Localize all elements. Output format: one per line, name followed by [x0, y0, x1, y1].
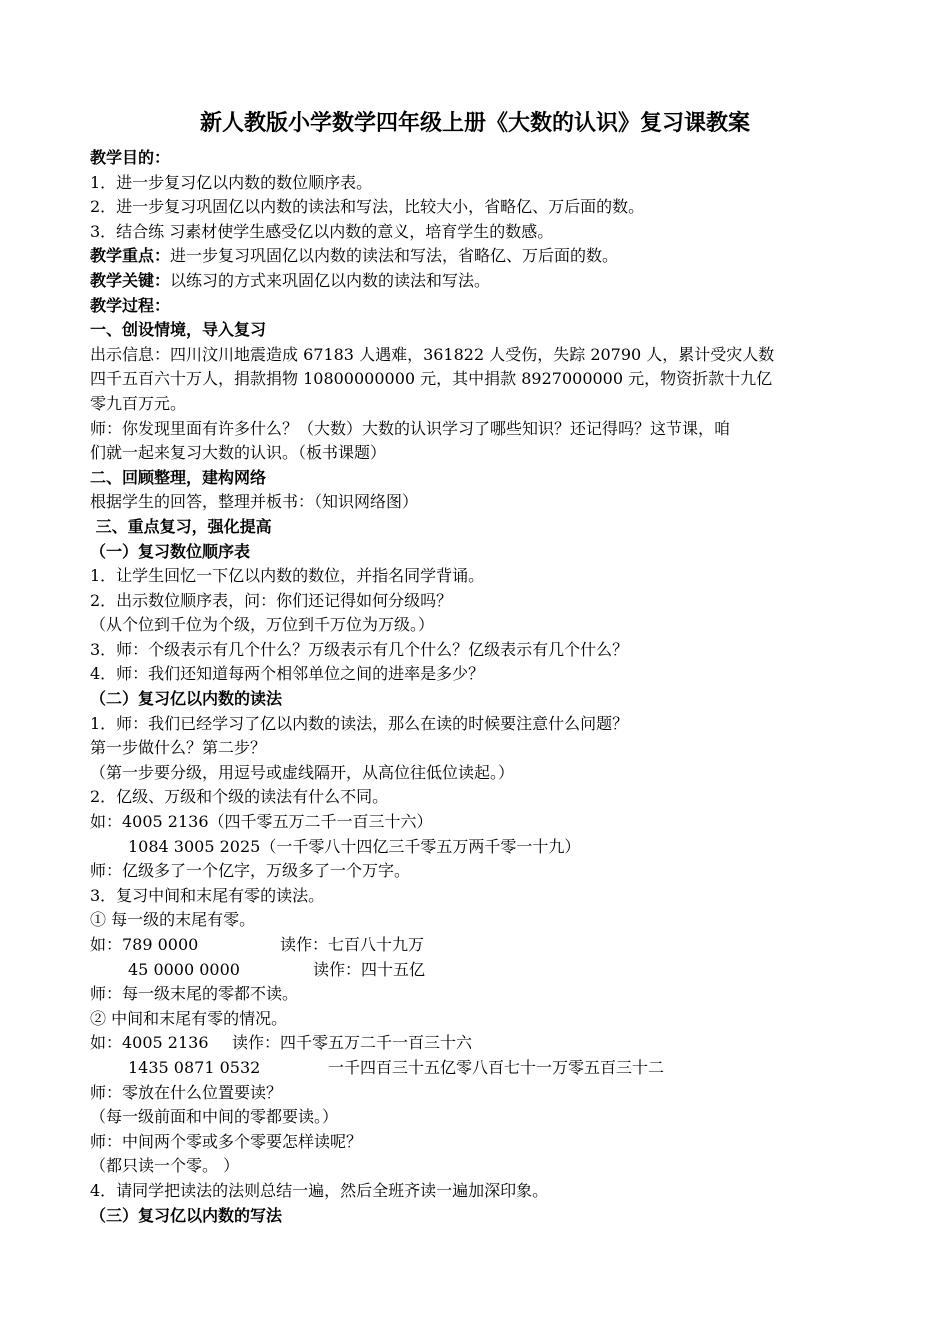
paragraph-line: 3．师：个级表示有几个什么？万级表示有几个什么？亿级表示有几个什么？ [90, 639, 629, 659]
paragraph-line: 出示信息：四川汶川地震造成 67183 人遇难，361822 人受伤，失踪 20790 人，累计受灾人数 [90, 344, 775, 364]
example-line: 1084 3005 2025（一千零八十四亿三千零五万两千零一十九） [128, 836, 581, 856]
key-skill-text: 以练习的方式来巩固亿以内数的读法和写法。 [170, 270, 491, 290]
objective-item: 1．进一步复习亿以内数的数位顺序表。 [90, 172, 373, 192]
key-skill-line [90, 269, 860, 294]
process-heading: 教学过程： [90, 295, 171, 315]
paragraph-line: 1．让学生回忆一下亿以内数的数位，并指名同学背诵。 [90, 566, 485, 586]
subsection-heading: （二）复习亿以内数的读法 [90, 689, 283, 709]
paragraph-line: 第一步做什么？第二步？ [90, 738, 267, 758]
example-reading: 一千四百三十五亿零八百七十一万零五百三十二 [328, 1057, 665, 1077]
example-number: 45 0000 0000 [128, 959, 240, 979]
paragraph-line: 师：每一级末尾的零都不读。 [90, 984, 299, 1004]
paragraph-line: （都只读一个零。 ） [90, 1156, 240, 1176]
paragraph-line: 师：亿级多了一个亿字，万级多了一个万字。 [90, 861, 411, 881]
paragraph-line: 1．师：我们已经学习了亿以内数的读法，那么在读的时候要注意什么问题？ [90, 713, 629, 733]
key-skill-label: 教学关键： [90, 270, 171, 290]
key-point-label: 教学重点： [90, 246, 171, 266]
paragraph-line: 4．请同学把读法的法则总结一遍，然后全班齐读一遍加深印象。 [90, 1180, 549, 1200]
section-heading: 一、创设情境，导入复习 [90, 320, 267, 340]
example-row [90, 1056, 860, 1081]
paragraph-line: （每一级前面和中间的零都要读。） [90, 1107, 339, 1127]
objective-item: 2．进一步复习巩固亿以内数的读法和写法，比较大小，省略亿、万后面的数。 [90, 197, 645, 217]
subsection-heading: （一）复习数位顺序表 [90, 541, 251, 561]
paragraph-line: 师：中间两个零或多个零要怎样读呢？ [90, 1131, 363, 1151]
paragraph-line: ② 中间和末尾有零的情况。 [90, 1008, 288, 1028]
key-point-text: 进一步复习巩固亿以内数的读法和写法，省略亿、万后面的数。 [170, 246, 619, 266]
example-reading: 读作：四十五亿 [313, 959, 426, 979]
paragraph-line: 3．复习中间和末尾有零的读法。 [90, 885, 325, 905]
document-title: 新人教版小学数学四年级上册《大数的认识》复习课教案 [199, 110, 750, 136]
example-row [90, 958, 860, 983]
section-heading: 二、回顾整理，建构网络 [90, 467, 267, 487]
section-heading: 三、重点复习，强化提高 [90, 516, 272, 536]
objective-item: 3．结合练 习素材使学生感受亿以内数的意义，培育学生的数感。 [90, 221, 554, 241]
subsection-heading: （三）复习亿以内数的写法 [90, 1205, 283, 1225]
paragraph-line: 2．出示数位顺序表，问：你们还记得如何分级吗？ [90, 590, 453, 610]
key-point-line [90, 244, 860, 269]
example-row [90, 933, 860, 958]
paragraph-line: 零九百万元。 [90, 393, 187, 413]
example-reading: 读作：四千零五万二千一百三十六 [232, 1033, 473, 1053]
paragraph-line: （从个位到千位为个级，万位到千万位为万级。） [90, 615, 435, 635]
example-reading: 读作：七百八十九万 [280, 935, 425, 954]
paragraph-line: 们就一起来复习大数的认识。（板书课题） [90, 443, 387, 463]
paragraph-line: 四千五百六十万人，捐款捐物 10800000000 元，其中捐款 8927000000 元，物资折款十九亿 [90, 369, 773, 389]
paragraph-line: ① 每一级的末尾有零。 [90, 910, 256, 930]
paragraph-line: 师：零放在什么位置要读？ [90, 1082, 283, 1102]
paragraph-line: 根据学生的回答，整理并板书：（知识网络图） [90, 492, 419, 512]
example-number: 如：4005 2136 [90, 1033, 209, 1053]
example-row [90, 1031, 860, 1056]
paragraph-line: 师：你发现里面有许多什么？（大数）大数的认识学习了哪些知识？还记得吗？这节课，咱 [90, 418, 731, 438]
objectives-heading: 教学目的： [90, 148, 171, 167]
paragraph-line: 4．师：我们还知道每两个相邻单位之间的进率是多少？ [90, 664, 485, 684]
paragraph-line: 2．亿级、万级和个级的读法有什么不同。 [90, 787, 389, 807]
paragraph-line: （第一步要分级，用逗号或虚线隔开，从高位往低位读起。） [90, 762, 515, 782]
example-number: 如：789 0000 [90, 935, 199, 954]
paragraph-line: 如：4005 2136（四千零五万二千一百三十六） [90, 812, 433, 832]
example-number: 1435 0871 0532 [128, 1057, 261, 1077]
